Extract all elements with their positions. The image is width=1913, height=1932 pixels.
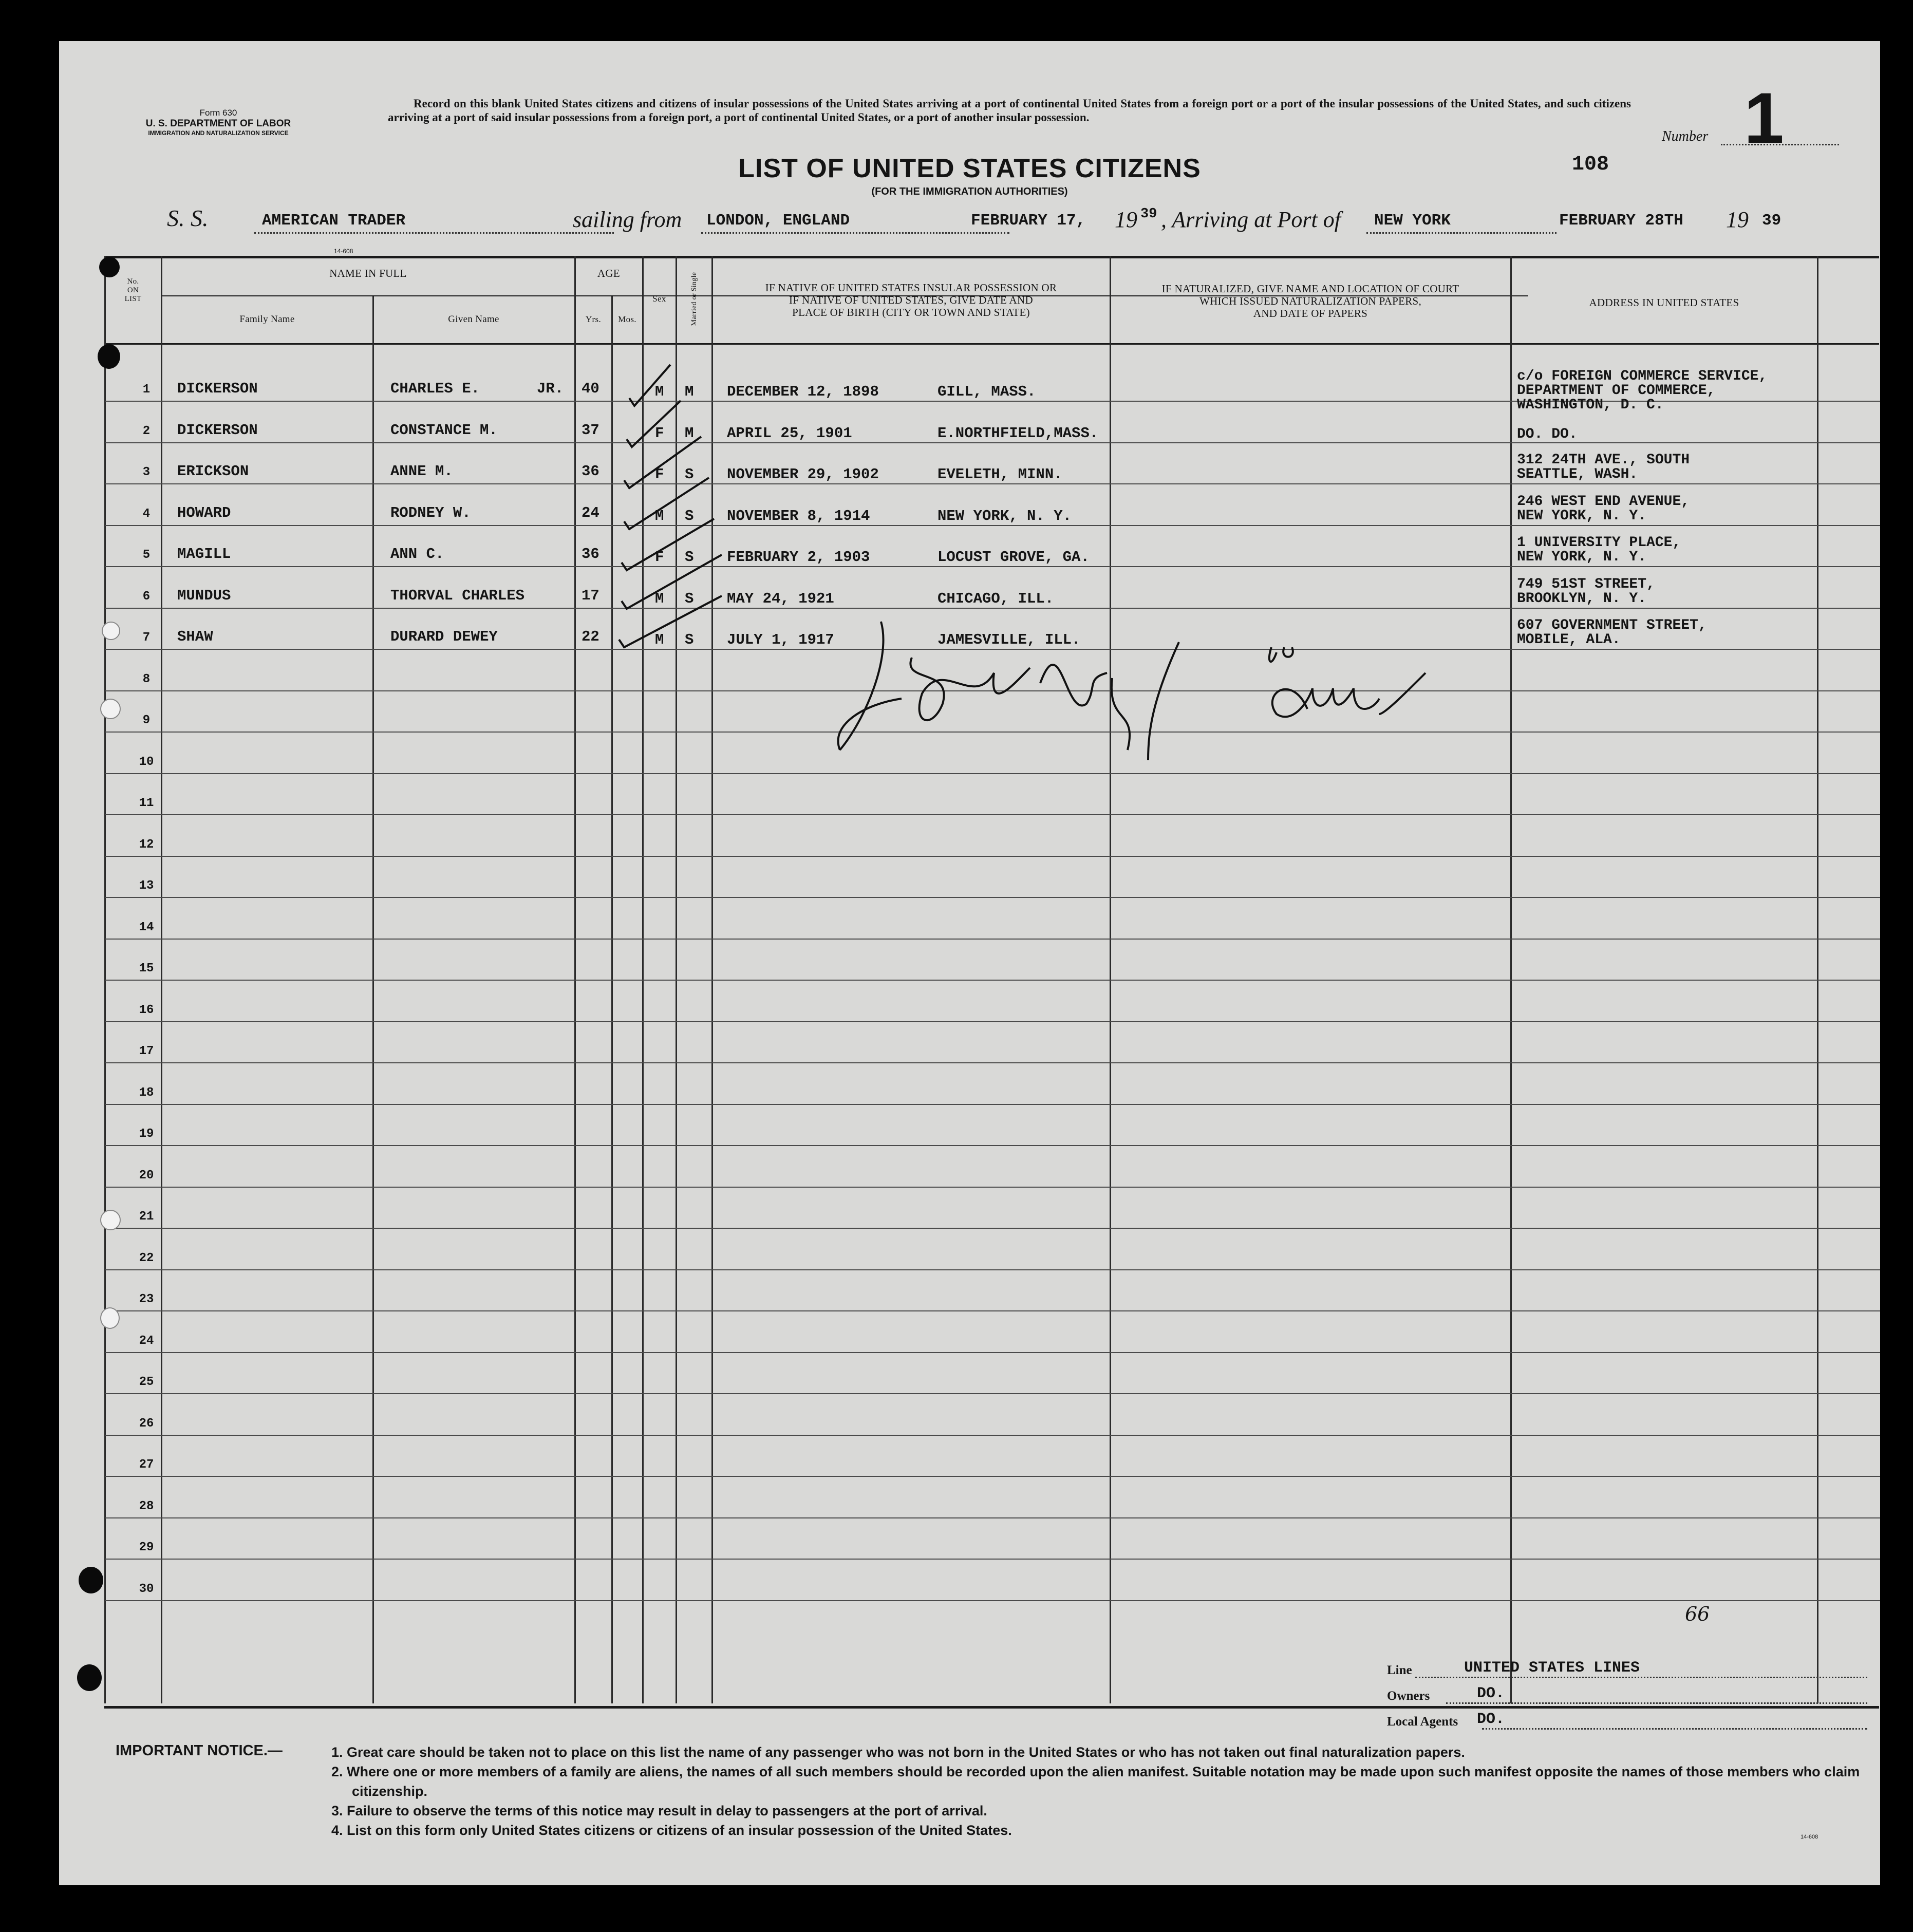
department-label: U. S. DEPARTMENT OF LABOR: [145, 118, 291, 129]
birth-date: APRIL 25, 1901: [727, 424, 852, 442]
service-label: IMMIGRATION AND NATURALIZATION SERVICE: [148, 129, 289, 137]
name-suffix: JR.: [537, 380, 564, 397]
header-married-single: Married or Single: [690, 272, 698, 326]
arrival-port: NEW YORK: [1374, 212, 1451, 230]
address-line: 1 UNIVERSITY PLACE,: [1517, 535, 1681, 551]
ship-line: [254, 232, 614, 234]
row-rule: [105, 442, 1880, 443]
row-rule: [105, 939, 1880, 940]
row-number: 21: [139, 1210, 154, 1224]
ship-name: AMERICAN TRADER: [262, 212, 406, 230]
birth-date: DECEMBER 12, 1898: [727, 383, 879, 400]
header-yrs: Yrs.: [585, 314, 601, 324]
row-number: 12: [139, 837, 154, 852]
check-marks: [614, 349, 737, 699]
family-name: ERICKSON: [177, 463, 249, 480]
age-years: 24: [582, 504, 599, 521]
inspector-signature: [819, 596, 1467, 781]
footer-code: 14-608: [1801, 1834, 1818, 1840]
row-number: 23: [139, 1292, 154, 1306]
address-line: c/o FOREIGN COMMERCE SERVICE,: [1517, 368, 1768, 384]
ss-label: S. S.: [167, 205, 209, 231]
row-rule: [105, 856, 1880, 857]
header-no-on-list: No. ON LIST: [124, 277, 142, 303]
row-rule: [105, 483, 1880, 484]
punch-hole: [100, 1307, 120, 1329]
notice-item-4: 4. List on this form only United States citizens or citizens of an insular possession of the United States.: [331, 1823, 1012, 1838]
row-rule: [105, 1021, 1880, 1022]
header-family-name: Family Name: [239, 314, 295, 325]
address-line: DEPARTMENT OF COMMERCE,: [1517, 383, 1716, 399]
row-number: 22: [139, 1251, 154, 1265]
header-birth: IF NATIVE OF UNITED STATES INSULAR POSSESSION OR IF NATIVE OF UNITED STATES, GIVE DATE AND PLACE OF BIRTH (CITY OR TOWN AND STATE): [765, 282, 1057, 318]
notice-item-3: 3. Failure to observe the terms of this notice may result in delay to passengers at the port of arrival.: [331, 1803, 987, 1818]
check-mark: [624, 478, 709, 529]
family-name: MAGILL: [177, 546, 231, 562]
sail-year: 39: [1140, 207, 1157, 222]
punch-hole: [100, 699, 121, 719]
given-name: CHARLES E.: [390, 380, 480, 397]
arriving-label: , Arriving at Port of: [1161, 207, 1341, 232]
birth-place: NEW YORK, N. Y.: [937, 507, 1072, 524]
line-value: UNITED STATES LINES: [1464, 1659, 1640, 1677]
header-mos: Mos.: [618, 314, 636, 324]
birth-date: NOVEMBER 29, 1902: [727, 466, 879, 483]
header-name-in-full: NAME IN FULL: [329, 267, 407, 279]
check-mark: [627, 401, 681, 447]
given-name: ANNE M.: [390, 463, 453, 480]
form-number: Form 630: [199, 108, 237, 118]
address-line: 607 GOVERNMENT STREET,: [1517, 617, 1707, 633]
row-number: 16: [139, 1003, 154, 1017]
row-number: 30: [139, 1582, 154, 1596]
sex: F: [655, 466, 664, 483]
given-name: RODNEY W.: [390, 504, 471, 521]
row-number: 13: [139, 879, 154, 893]
header-address: ADDRESS IN UNITED STATES: [1589, 296, 1739, 309]
age-years: 40: [582, 380, 599, 397]
address-line: WASHINGTON, D. C.: [1517, 397, 1664, 413]
given-name: CONSTANCE M.: [390, 421, 498, 439]
address-line: DO. DO.: [1517, 426, 1578, 442]
agents-value: DO.: [1477, 1711, 1505, 1728]
address-line: NEW YORK, N. Y.: [1517, 508, 1647, 524]
row-rule: [105, 1517, 1880, 1518]
birth-date: JULY 1, 1917: [727, 631, 834, 648]
family-name: HOWARD: [177, 504, 231, 521]
birth-place: EVELETH, MINN.: [937, 466, 1063, 483]
row-number: 11: [139, 796, 154, 810]
birth-place: JAMESVILLE, ILL.: [937, 631, 1081, 648]
row-number: 7: [142, 631, 151, 645]
marital-status: S: [685, 466, 694, 483]
row-number: 4: [142, 507, 151, 521]
header-naturalized: IF NATURALIZED, GIVE NAME AND LOCATION OF COURT WHICH ISSUED NATURALIZATION PAPERS, AND DATE OF PAPERS: [1161, 283, 1459, 320]
row-rule: [105, 1352, 1880, 1353]
check-mark: [629, 365, 670, 406]
arrival-date: FEBRUARY 28TH: [1559, 212, 1683, 230]
row-number: 25: [139, 1375, 154, 1389]
family-name: SHAW: [177, 628, 213, 645]
row-number: 27: [139, 1458, 154, 1472]
header-divider: [104, 343, 1879, 345]
age-years: 36: [582, 463, 599, 480]
row-rule: [105, 1269, 1880, 1270]
sailing-from-label: sailing from: [573, 207, 682, 232]
row-number: 14: [139, 920, 154, 934]
address-line: MOBILE, ALA.: [1517, 632, 1621, 648]
row-number: 17: [139, 1044, 154, 1058]
age-years: 17: [582, 587, 599, 604]
punch-hole: [99, 257, 120, 277]
number-label: Number: [1662, 128, 1709, 144]
row-rule: [105, 897, 1880, 898]
row-number: 5: [142, 548, 151, 562]
row-rule: [105, 1559, 1880, 1560]
address-line: 312 24TH AVE., SOUTH: [1517, 452, 1690, 468]
sex: M: [655, 383, 664, 400]
birth-place: CHICAGO, ILL.: [937, 590, 1054, 607]
row-rule: [105, 1104, 1880, 1105]
age-years: 37: [582, 421, 599, 439]
row-number: 3: [142, 465, 151, 479]
check-mark: [622, 555, 722, 609]
punch-hole: [98, 344, 120, 369]
row-rule: [105, 980, 1880, 981]
row-rule: [105, 525, 1880, 526]
owners-rule: [1446, 1702, 1867, 1704]
age-years: 36: [582, 546, 599, 562]
row-number: 2: [142, 424, 151, 438]
margin-note: 66: [1685, 1603, 1710, 1625]
notice-item-2: 2. Where one or more members of a family are aliens, the names of all such members should be recorded upon the alien manifest. Suitable notation may be made upon such manifest opposite the names of those members who claim citizenship.: [331, 1764, 1860, 1799]
header-given-name: Given Name: [448, 314, 499, 325]
birth-place: LOCUST GROVE, GA.: [937, 549, 1090, 566]
birth-date: NOVEMBER 8, 1914: [727, 507, 870, 524]
row-rule: [105, 1228, 1880, 1229]
row-number: 26: [139, 1416, 154, 1431]
row-number: 15: [139, 962, 154, 976]
family-name: DICKERSON: [177, 380, 258, 397]
agents-rule: [1482, 1728, 1867, 1730]
row-number: 29: [139, 1541, 154, 1554]
sex: M: [655, 590, 664, 607]
birth-date: MAY 24, 1921: [727, 590, 834, 607]
owners-value: DO.: [1477, 1685, 1505, 1702]
sex: M: [655, 631, 664, 648]
given-name: DURARD DEWEY: [390, 628, 498, 645]
row-rule: [105, 1600, 1880, 1601]
row-rule: [105, 1062, 1880, 1063]
header-age: AGE: [597, 267, 621, 279]
row-rule: [105, 1145, 1880, 1146]
address-line: BROOKLYN, N. Y.: [1517, 590, 1647, 607]
col-line-5: [611, 296, 613, 1703]
row-number: 24: [139, 1334, 154, 1348]
print-code: 14-608: [334, 248, 353, 255]
port-line: [1366, 232, 1556, 234]
from-line: [701, 232, 1009, 234]
row-number: 1: [142, 383, 151, 397]
age-years: 22: [582, 628, 599, 645]
birth-date: FEBRUARY 2, 1903: [727, 549, 870, 566]
address-line: 246 WEST END AVENUE,: [1517, 493, 1690, 510]
family-name: MUNDUS: [177, 587, 231, 604]
row-number: 8: [142, 672, 151, 686]
header-sex: Sex: [652, 294, 666, 304]
page-subtitle: (FOR THE IMMIGRATION AUTHORITIES): [871, 186, 1068, 197]
arrival-year-prefix: 19: [1726, 207, 1749, 232]
row-number: 28: [139, 1499, 154, 1513]
marital-status: M: [685, 383, 694, 400]
family-name: DICKERSON: [177, 421, 258, 439]
punch-hole: [100, 1210, 121, 1230]
line-rule: [1415, 1677, 1867, 1678]
notice-body: [331, 1742, 1867, 1840]
col-line-3: [372, 296, 374, 1703]
address-line: NEW YORK, N. Y.: [1517, 549, 1647, 565]
row-rule: [105, 814, 1880, 815]
manifest-sheet: [59, 41, 1880, 1885]
page-title: LIST OF UNITED STATES CITIZENS: [738, 154, 1201, 183]
row-rule: [105, 1476, 1880, 1477]
owners-label: Owners: [1387, 1689, 1430, 1703]
row-number: 19: [139, 1127, 154, 1141]
sex: F: [655, 549, 664, 566]
address-line: 749 51ST STREET,: [1517, 576, 1655, 592]
punch-hole: [102, 622, 120, 640]
form-instructions: Record on this blank United States citizens and citizens of insular possessions of the United States arriving at a port of continental United States from a foreign port or a port of the insular possessions of the United States, and such citizens arriving at a port of said insular possessions from a foreign port, a port of continental United States, or a port of another insular possession.: [388, 97, 1631, 124]
row-number: 10: [139, 755, 154, 769]
row-rule: [105, 566, 1880, 567]
line-label: Line: [1387, 1663, 1412, 1677]
marital-status: S: [685, 507, 694, 524]
sail-year-prefix: 19: [1115, 207, 1137, 232]
sailing-from: LONDON, ENGLAND: [706, 212, 850, 230]
sex: M: [655, 507, 664, 524]
given-name: THORVAL CHARLES: [390, 587, 525, 604]
row-number: 9: [142, 714, 151, 727]
row-number: 20: [139, 1168, 154, 1183]
birth-place: GILL, MASS.: [937, 383, 1036, 400]
row-rule: [105, 1393, 1880, 1394]
row-number: 18: [139, 1085, 154, 1100]
marital-status: M: [685, 424, 694, 442]
sail-date: FEBRUARY 17,: [971, 212, 1086, 230]
check-mark: [622, 519, 714, 570]
marital-status: S: [685, 631, 694, 648]
row-number: 6: [142, 589, 151, 604]
stamp-number: 108: [1572, 153, 1609, 176]
birth-place: E.NORTHFIELD,MASS.: [937, 424, 1099, 442]
row-rule: [105, 1310, 1880, 1311]
row-rule: [105, 1435, 1880, 1436]
notice-item-1: 1. Great care should be taken not to place on this list the name of any passenger who was not born in the United States or who has not taken out final naturalization papers.: [331, 1745, 1465, 1760]
arrival-year: 39: [1762, 212, 1781, 230]
marital-status: S: [685, 590, 694, 607]
marital-status: S: [685, 549, 694, 566]
sex: F: [655, 424, 664, 442]
punch-hole: [77, 1664, 102, 1691]
notice-label: IMPORTANT NOTICE.—: [116, 1742, 283, 1759]
agents-label: Local Agents: [1387, 1715, 1458, 1729]
list-number: 1: [1744, 78, 1784, 158]
given-name: ANN C.: [390, 546, 444, 562]
row-rule: [105, 1187, 1880, 1188]
punch-hole: [79, 1567, 103, 1593]
address-line: SEATTLE, WASH.: [1517, 466, 1638, 482]
